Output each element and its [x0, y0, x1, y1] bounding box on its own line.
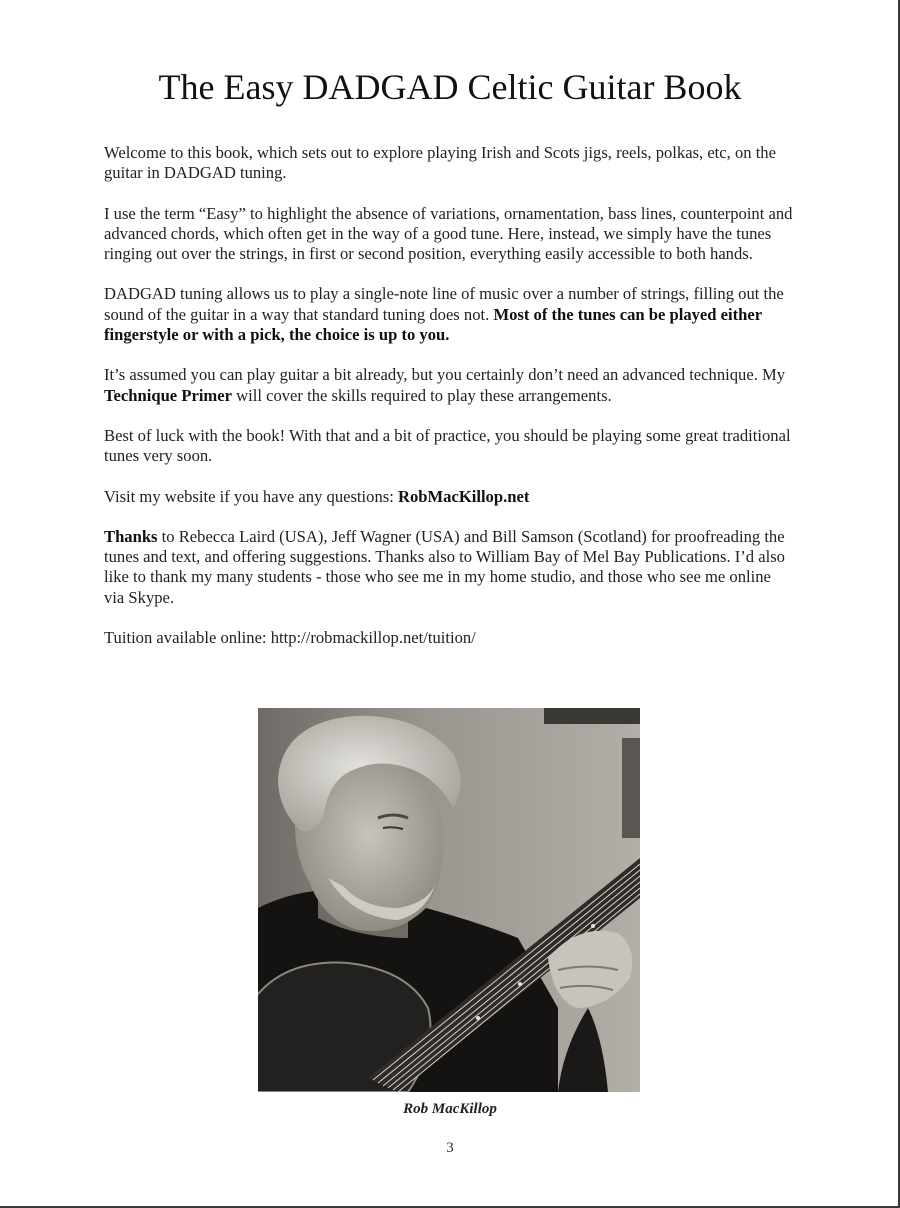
pick-fingerstyle-note: Most of the tunes can be played either fingerstyle or with a pick, the choice is up to you. — [104, 304, 762, 345]
page-number: 3 — [446, 1140, 454, 1156]
intro-paragraph: Welcome to this book, which sets out to explore playing Irish and Scots jigs, reels, polkas, etc, on the guitar in DADGAD tuning. — [104, 143, 776, 183]
good-luck-paragraph: Best of luck with the book! With that and a bit of practice, you should be playing some great traditional tunes very soon. — [104, 425, 791, 466]
dadgad-tuning-paragraph: DADGAD tuning allows us to play a single-note line of music over a number of strings, filling out the sound of the guitar in a way that standard tuning does not. Most of the tunes can be played either fingerstyle or with a pick, the choice is up to you. — [104, 284, 784, 345]
author-photo-image — [258, 708, 640, 1092]
website-paragraph: Visit my website if you have any questions: RobMacKillop.net — [104, 486, 530, 506]
body-text — [104, 143, 794, 668]
photo-caption: Rob MacKillop — [403, 1101, 497, 1117]
technique-primer-title: Technique Primer — [104, 385, 232, 405]
page-title: The Easy DADGAD Celtic Guitar Book — [158, 67, 742, 107]
website-link[interactable]: RobMacKillop.net — [397, 486, 530, 506]
easy-term-paragraph: I use the term “Easy” to highlight the absence of variations, ornamentation, bass lines, counterpoint and advanced chords, which often get in the way of a good tune. Here, instead, we simply have the tunes ringing out over the strings, in first or second position, everything easily accessible to both hands. — [104, 203, 793, 264]
thanks-label: Thanks — [104, 526, 158, 546]
author-photo — [258, 708, 640, 1092]
technique-paragraph: It’s assumed you can play guitar a bit already, but you certainly don’t need an advanced technique. My Technique Primer will cover the skills required to play these arrangements. — [104, 365, 786, 405]
tuition-paragraph: Tuition available online: http://robmackillop.net/tuition/ — [104, 628, 476, 648]
thanks-paragraph: Thanks to Rebecca Laird (USA), Jeff Wagner (USA) and Bill Samson (Scotland) for proofreading the tunes and text, and offering suggestions. Thanks also to William Bay of Mel Bay Publications. I’d also like to thank my many students - those who see me in my home studio, and those who see me online via Skype. — [104, 526, 785, 607]
